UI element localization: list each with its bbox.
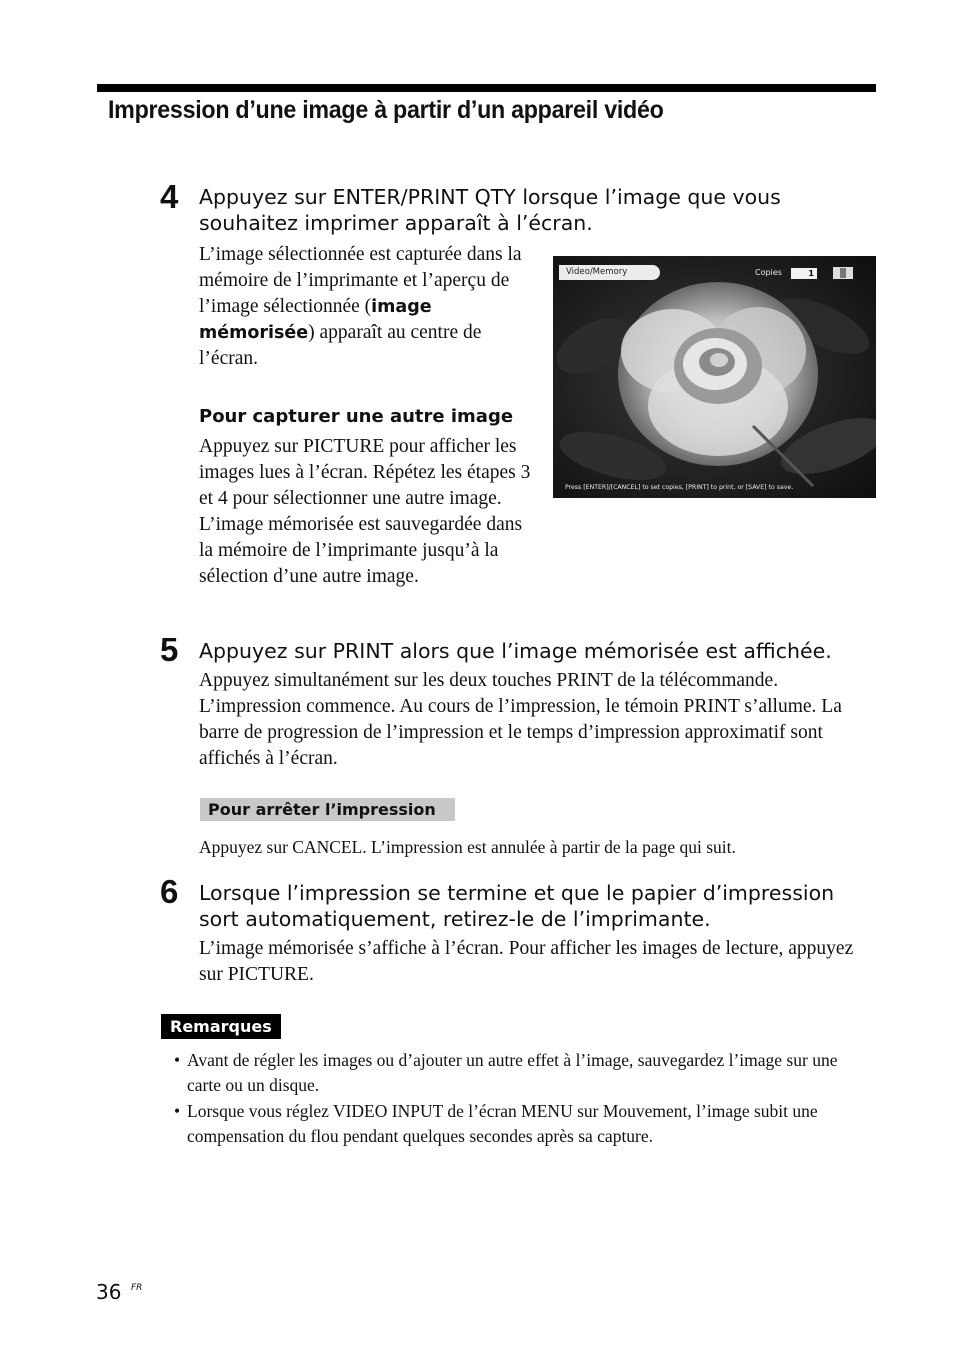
screen-copies-label: Copies <box>755 268 782 277</box>
rose-photo <box>553 256 876 498</box>
tip-label: Pour arrêter l’impression <box>200 798 455 821</box>
screen-footer: Press [ENTER]/[CANCEL] to set copies, [PRINT] to print, or [SAVE] to save. <box>565 484 794 491</box>
step-4-body-text-1: L’image sélectionnée est capturée dans la mémoire de l’imprimante et l’aperçu de l’image sélectionnée ( <box>199 244 522 317</box>
step-6-heading: Lorsque l’impression se termine et que le papier d’impression sort automatiquement, retirez-le de l’imprimante. <box>199 881 835 931</box>
step-4-subheading: Pour capturer une autre image <box>199 406 514 427</box>
tip-body: Appuyez sur CANCEL. L’impression est annulée à partir de la page qui suit. <box>199 837 736 857</box>
screen-preview <box>553 256 876 498</box>
section-rule <box>97 84 876 92</box>
step-6-body: L’image mémorisée s’affiche à l’écran. Pour afficher les images de lecture, appuyez sur PICTURE. <box>199 938 854 985</box>
step-4-body-text-2: ) apparaît au centre de l’écran. <box>199 322 482 369</box>
step-4-sub-body: Appuyez sur PICTURE pour afficher les images lues à l’écran. Répétez les étapes 3 et 4 pour sélectionner une autre image. L’image mémorisée est sauvegardée dans la mémoire de l’imprimante jusqu’à la sélection d’une autre image. <box>199 436 531 587</box>
step-5-body: Appuyez simultanément sur les deux touches PRINT de la télécommande. L’impression commence. Au cours de l’impression, le témoin PRINT s’allume. La barre de progression de l’impression et le temps d’impression approximatif sont affichés à l’écran. <box>199 670 842 769</box>
step-5-heading: Appuyez sur PRINT alors que l’image mémorisée est affichée. <box>199 639 832 663</box>
notes-list <box>174 1048 874 1150</box>
step-4-body <box>199 242 534 372</box>
note-item: • Avant de régler les images ou d’ajouter un autre effet à l’image, sauvegardez l’image sur une carte ou un disque. <box>174 1048 874 1097</box>
memory-icon <box>833 267 853 279</box>
screen-copies-value: 1 <box>791 268 817 279</box>
step-4-heading: Appuyez sur ENTER/PRINT QTY lorsque l’image que vous souhaitez imprimer apparaît à l’écran. <box>199 185 781 235</box>
section-title: Impression d’une image à partir d’un appareil vidéo <box>108 96 664 124</box>
step-5-number: 5 <box>160 631 179 668</box>
page-language: FR <box>131 1283 143 1293</box>
page-number: 36 <box>96 1280 122 1304</box>
step-4-number: 4 <box>160 178 179 215</box>
step-6-number: 6 <box>160 873 179 910</box>
step-4-body-bold: image mémorisée <box>199 297 432 343</box>
note-item: • Lorsque vous réglez VIDEO INPUT de l’écran MENU sur Mouvement, l’image subit une compensation du flou pendant quelques secondes après sa capture. <box>174 1099 874 1148</box>
notes-label: Remarques <box>161 1014 281 1039</box>
screen-mode-label: Video/Memory <box>559 265 660 280</box>
